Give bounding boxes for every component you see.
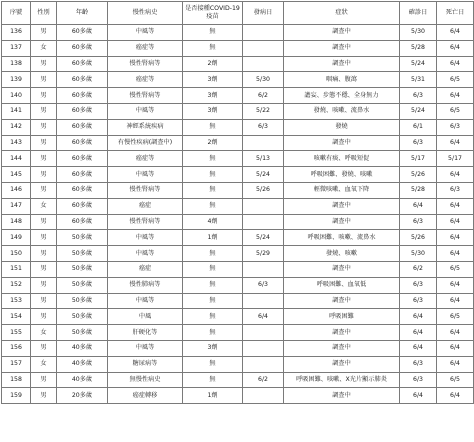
header-sex: 性別	[31, 2, 57, 25]
cell-symptoms: 調查中	[284, 198, 400, 214]
cell-sex: 女	[31, 198, 57, 214]
cell-death: 6/4	[437, 356, 474, 372]
header-age: 年齡	[57, 2, 108, 25]
cell-history: 慢性腎病等	[108, 214, 183, 230]
cell-vaccine: 1劑	[183, 388, 243, 404]
table-row	[2, 135, 474, 151]
table-row	[2, 72, 474, 88]
cell-sex: 男	[31, 388, 57, 404]
cell-sex: 男	[31, 293, 57, 309]
cell-sex: 女	[31, 40, 57, 56]
cell-death: 6/4	[437, 135, 474, 151]
cell-id: 151	[2, 261, 31, 277]
cell-age: 60多歲	[57, 151, 108, 167]
cell-death: 5/17	[437, 151, 474, 167]
cell-confirm: 6/4	[400, 309, 437, 325]
header-symptoms: 症狀	[284, 2, 400, 25]
cell-id: 139	[2, 72, 31, 88]
cell-confirm: 6/3	[400, 135, 437, 151]
cell-age: 60多歲	[57, 72, 108, 88]
cell-history: 慢性肺病等	[108, 277, 183, 293]
cell-confirm: 5/17	[400, 151, 437, 167]
cell-confirm: 5/30	[400, 25, 437, 41]
cell-death: 6/4	[437, 277, 474, 293]
cell-onset	[243, 340, 284, 356]
cell-history: 中風等	[108, 340, 183, 356]
header-confirm: 確診日	[400, 2, 437, 25]
cell-id: 156	[2, 340, 31, 356]
cell-symptoms: 呼吸困難、血氧低	[284, 277, 400, 293]
cell-history: 癌症	[108, 261, 183, 277]
cell-onset: 5/26	[243, 182, 284, 198]
table-row	[2, 277, 474, 293]
cell-id: 159	[2, 388, 31, 404]
header-history: 慢性病史	[108, 2, 183, 25]
cell-id: 142	[2, 119, 31, 135]
cell-onset: 5/22	[243, 103, 284, 119]
cell-history: 中風等	[108, 293, 183, 309]
cell-sex: 男	[31, 88, 57, 104]
cell-age: 40多歲	[57, 356, 108, 372]
cell-symptoms: 調查中	[284, 325, 400, 341]
cell-history: 癌症等	[108, 151, 183, 167]
cell-vaccine: 4劑	[183, 214, 243, 230]
cell-onset: 5/24	[243, 230, 284, 246]
cell-symptoms: 調查中	[284, 214, 400, 230]
cell-death: 6/5	[437, 103, 474, 119]
cell-onset: 6/2	[243, 88, 284, 104]
cell-id: 152	[2, 277, 31, 293]
cell-id: 158	[2, 372, 31, 388]
header-id: 序號	[2, 2, 31, 25]
cell-symptoms: 調查中	[284, 135, 400, 151]
cell-history: 慢性腎病等	[108, 88, 183, 104]
cell-age: 50多歲	[57, 309, 108, 325]
cell-id: 157	[2, 356, 31, 372]
cell-vaccine: 無	[183, 119, 243, 135]
cell-onset	[243, 388, 284, 404]
cell-age: 50多歲	[57, 230, 108, 246]
cell-confirm: 6/3	[400, 214, 437, 230]
cell-onset	[243, 293, 284, 309]
cell-onset	[243, 325, 284, 341]
cell-history: 糖尿病等	[108, 356, 183, 372]
cell-onset: 5/13	[243, 151, 284, 167]
cell-symptoms: 輕微咳嗽、血氧下降	[284, 182, 400, 198]
cell-vaccine: 無	[183, 309, 243, 325]
cell-death: 6/4	[437, 388, 474, 404]
table-row	[2, 372, 474, 388]
cell-vaccine: 無	[183, 167, 243, 183]
header-vaccine: 是否接種COVID-19疫苗	[183, 2, 243, 25]
table-row	[2, 230, 474, 246]
cell-death: 6/4	[437, 246, 474, 262]
cell-age: 60多歲	[57, 135, 108, 151]
table-row	[2, 309, 474, 325]
cell-death: 6/4	[437, 198, 474, 214]
cell-death: 6/5	[437, 72, 474, 88]
cell-id: 143	[2, 135, 31, 151]
cell-death: 6/4	[437, 40, 474, 56]
cell-vaccine: 無	[183, 293, 243, 309]
cell-history: 肝硬化等	[108, 325, 183, 341]
table-row	[2, 182, 474, 198]
cell-death: 6/4	[437, 56, 474, 72]
cell-confirm: 6/3	[400, 356, 437, 372]
cell-id: 153	[2, 293, 31, 309]
cell-age: 50多歲	[57, 293, 108, 309]
cell-symptoms: 咽痛、腹瀉	[284, 72, 400, 88]
cell-death: 6/4	[437, 88, 474, 104]
cell-confirm: 6/1	[400, 119, 437, 135]
cell-symptoms: 發燒、咳嗽、流鼻水	[284, 103, 400, 119]
cell-vaccine: 無	[183, 182, 243, 198]
table-row	[2, 119, 474, 135]
cell-id: 138	[2, 56, 31, 72]
cell-confirm: 6/4	[400, 340, 437, 356]
cell-vaccine: 無	[183, 198, 243, 214]
cell-history: 中風等	[108, 103, 183, 119]
cell-sex: 男	[31, 25, 57, 41]
cell-death: 6/4	[437, 167, 474, 183]
cell-death: 6/4	[437, 25, 474, 41]
cell-symptoms: 呼吸困難、咳嗽、流鼻水	[284, 230, 400, 246]
cell-age: 60多歲	[57, 198, 108, 214]
cell-confirm: 5/26	[400, 167, 437, 183]
header-row	[2, 2, 474, 25]
cell-history: 癌症	[108, 198, 183, 214]
cell-symptoms: 調查中	[284, 261, 400, 277]
cell-sex: 男	[31, 103, 57, 119]
cell-history: 慢性腎病等	[108, 56, 183, 72]
cell-age: 60多歲	[57, 25, 108, 41]
cell-age: 60多歲	[57, 56, 108, 72]
cell-confirm: 6/3	[400, 277, 437, 293]
cell-sex: 女	[31, 325, 57, 341]
cell-confirm: 6/4	[400, 325, 437, 341]
cell-symptoms: 呼吸困難、發燒、咳嗽	[284, 167, 400, 183]
cell-id: 141	[2, 103, 31, 119]
cell-vaccine: 3劑	[183, 340, 243, 356]
cell-symptoms: 發燒、咳嗽	[284, 246, 400, 262]
cell-death: 6/4	[437, 293, 474, 309]
cell-sex: 男	[31, 119, 57, 135]
cell-id: 140	[2, 88, 31, 104]
cell-sex: 男	[31, 72, 57, 88]
cell-sex: 男	[31, 56, 57, 72]
cell-age: 60多歲	[57, 88, 108, 104]
cell-confirm: 6/2	[400, 261, 437, 277]
cell-history: 癌症等	[108, 72, 183, 88]
cell-confirm: 5/24	[400, 56, 437, 72]
cell-onset	[243, 198, 284, 214]
cell-id: 148	[2, 214, 31, 230]
cell-id: 144	[2, 151, 31, 167]
cell-onset	[243, 261, 284, 277]
cell-confirm: 6/3	[400, 88, 437, 104]
cell-sex: 男	[31, 309, 57, 325]
cell-age: 60多歲	[57, 40, 108, 56]
cell-history: 有慢性疾病(調查中)	[108, 135, 183, 151]
cell-confirm: 5/28	[400, 182, 437, 198]
table-row	[2, 103, 474, 119]
table-row	[2, 293, 474, 309]
cell-onset	[243, 135, 284, 151]
cell-symptoms: 呼吸困難	[284, 309, 400, 325]
cell-death: 6/4	[437, 214, 474, 230]
cell-confirm: 6/3	[400, 372, 437, 388]
table-row	[2, 25, 474, 41]
cell-age: 20多歲	[57, 388, 108, 404]
cell-onset: 6/4	[243, 309, 284, 325]
cell-symptoms: 調查中	[284, 340, 400, 356]
cell-confirm: 6/4	[400, 388, 437, 404]
cell-age: 50多歲	[57, 325, 108, 341]
cell-age: 40多歲	[57, 340, 108, 356]
cell-vaccine: 3劑	[183, 103, 243, 119]
cell-sex: 男	[31, 340, 57, 356]
cell-symptoms: 咳嗽有痰、呼吸短促	[284, 151, 400, 167]
cell-vaccine: 無	[183, 356, 243, 372]
cell-onset: 5/30	[243, 72, 284, 88]
cell-vaccine: 3劑	[183, 88, 243, 104]
cell-vaccine: 無	[183, 25, 243, 41]
cell-age: 50多歲	[57, 261, 108, 277]
cases-table	[1, 1, 474, 404]
cell-sex: 男	[31, 182, 57, 198]
cell-history: 神經系統疾病	[108, 119, 183, 135]
cell-history: 癌症等	[108, 40, 183, 56]
cell-confirm: 5/28	[400, 40, 437, 56]
cell-age: 40多歲	[57, 372, 108, 388]
cell-sex: 男	[31, 372, 57, 388]
cell-symptoms: 調查中	[284, 356, 400, 372]
cell-sex: 男	[31, 246, 57, 262]
cell-confirm: 6/3	[400, 293, 437, 309]
cell-death: 6/4	[437, 325, 474, 341]
header-onset: 發病日	[243, 2, 284, 25]
table-row	[2, 388, 474, 404]
table-row	[2, 56, 474, 72]
cell-death: 6/4	[437, 340, 474, 356]
cell-onset	[243, 40, 284, 56]
cell-vaccine: 無	[183, 277, 243, 293]
cell-symptoms: 發燒	[284, 119, 400, 135]
cell-vaccine: 無	[183, 372, 243, 388]
cell-death: 6/5	[437, 261, 474, 277]
cell-id: 155	[2, 325, 31, 341]
cell-vaccine: 2劑	[183, 56, 243, 72]
cell-id: 136	[2, 25, 31, 41]
cell-confirm: 6/4	[400, 198, 437, 214]
table-row	[2, 198, 474, 214]
cell-death: 6/4	[437, 230, 474, 246]
table-row	[2, 325, 474, 341]
cell-age: 60多歲	[57, 103, 108, 119]
table-row	[2, 261, 474, 277]
cell-age: 50多歲	[57, 246, 108, 262]
cell-vaccine: 3劑	[183, 72, 243, 88]
cell-history: 癌症轉移	[108, 388, 183, 404]
cell-sex: 男	[31, 214, 57, 230]
table-row	[2, 40, 474, 56]
cell-id: 137	[2, 40, 31, 56]
table-row	[2, 214, 474, 230]
table-row	[2, 167, 474, 183]
cell-symptoms: 呼吸困難、咳嗽、X光片顯示肺炎	[284, 372, 400, 388]
cell-death: 6/3	[437, 182, 474, 198]
cell-id: 154	[2, 309, 31, 325]
cell-history: 中風等	[108, 230, 183, 246]
cell-sex: 男	[31, 277, 57, 293]
cell-history: 中風等	[108, 25, 183, 41]
cell-id: 149	[2, 230, 31, 246]
table-row	[2, 356, 474, 372]
cell-onset: 6/3	[243, 119, 284, 135]
cell-death: 6/3	[437, 119, 474, 135]
table-row	[2, 246, 474, 262]
header-death: 死亡日	[437, 2, 474, 25]
cell-age: 50多歲	[57, 277, 108, 293]
cell-onset	[243, 356, 284, 372]
cell-onset: 5/24	[243, 167, 284, 183]
cell-onset	[243, 214, 284, 230]
cell-onset	[243, 25, 284, 41]
cell-id: 150	[2, 246, 31, 262]
cell-symptoms: 調查中	[284, 56, 400, 72]
cell-confirm: 5/24	[400, 103, 437, 119]
cell-history: 慢性腎病等	[108, 182, 183, 198]
table-row	[2, 151, 474, 167]
cell-vaccine: 無	[183, 325, 243, 341]
cell-onset	[243, 56, 284, 72]
cell-confirm: 5/26	[400, 230, 437, 246]
cell-sex: 男	[31, 167, 57, 183]
cell-sex: 男	[31, 261, 57, 277]
cell-death: 6/5	[437, 309, 474, 325]
table-row	[2, 88, 474, 104]
cell-history: 中風等	[108, 246, 183, 262]
cell-symptoms: 調查中	[284, 40, 400, 56]
cell-confirm: 5/30	[400, 246, 437, 262]
cell-sex: 男	[31, 151, 57, 167]
cell-id: 145	[2, 167, 31, 183]
cell-vaccine: 無	[183, 246, 243, 262]
cell-vaccine: 無	[183, 151, 243, 167]
cell-vaccine: 無	[183, 40, 243, 56]
cell-onset: 6/3	[243, 277, 284, 293]
cell-age: 60多歲	[57, 119, 108, 135]
cell-death: 6/5	[437, 372, 474, 388]
cell-history: 中風	[108, 309, 183, 325]
cell-confirm: 5/31	[400, 72, 437, 88]
cell-vaccine: 無	[183, 261, 243, 277]
cell-history: 中風等	[108, 167, 183, 183]
cell-id: 147	[2, 198, 31, 214]
cell-history: 無慢性病史	[108, 372, 183, 388]
cell-age: 60多歲	[57, 214, 108, 230]
cell-vaccine: 1劑	[183, 230, 243, 246]
cell-sex: 男	[31, 230, 57, 246]
table-row	[2, 340, 474, 356]
cell-symptoms: 調查中	[284, 293, 400, 309]
cell-symptoms: 譫妄、步態不穩、全身無力	[284, 88, 400, 104]
cell-age: 60多歲	[57, 167, 108, 183]
cell-id: 146	[2, 182, 31, 198]
cell-vaccine: 2劑	[183, 135, 243, 151]
cell-sex: 女	[31, 356, 57, 372]
cell-symptoms: 調查中	[284, 388, 400, 404]
cell-sex: 男	[31, 135, 57, 151]
cell-symptoms: 調查中	[284, 25, 400, 41]
cell-onset: 5/29	[243, 246, 284, 262]
cell-onset: 6/2	[243, 372, 284, 388]
cell-age: 60多歲	[57, 182, 108, 198]
